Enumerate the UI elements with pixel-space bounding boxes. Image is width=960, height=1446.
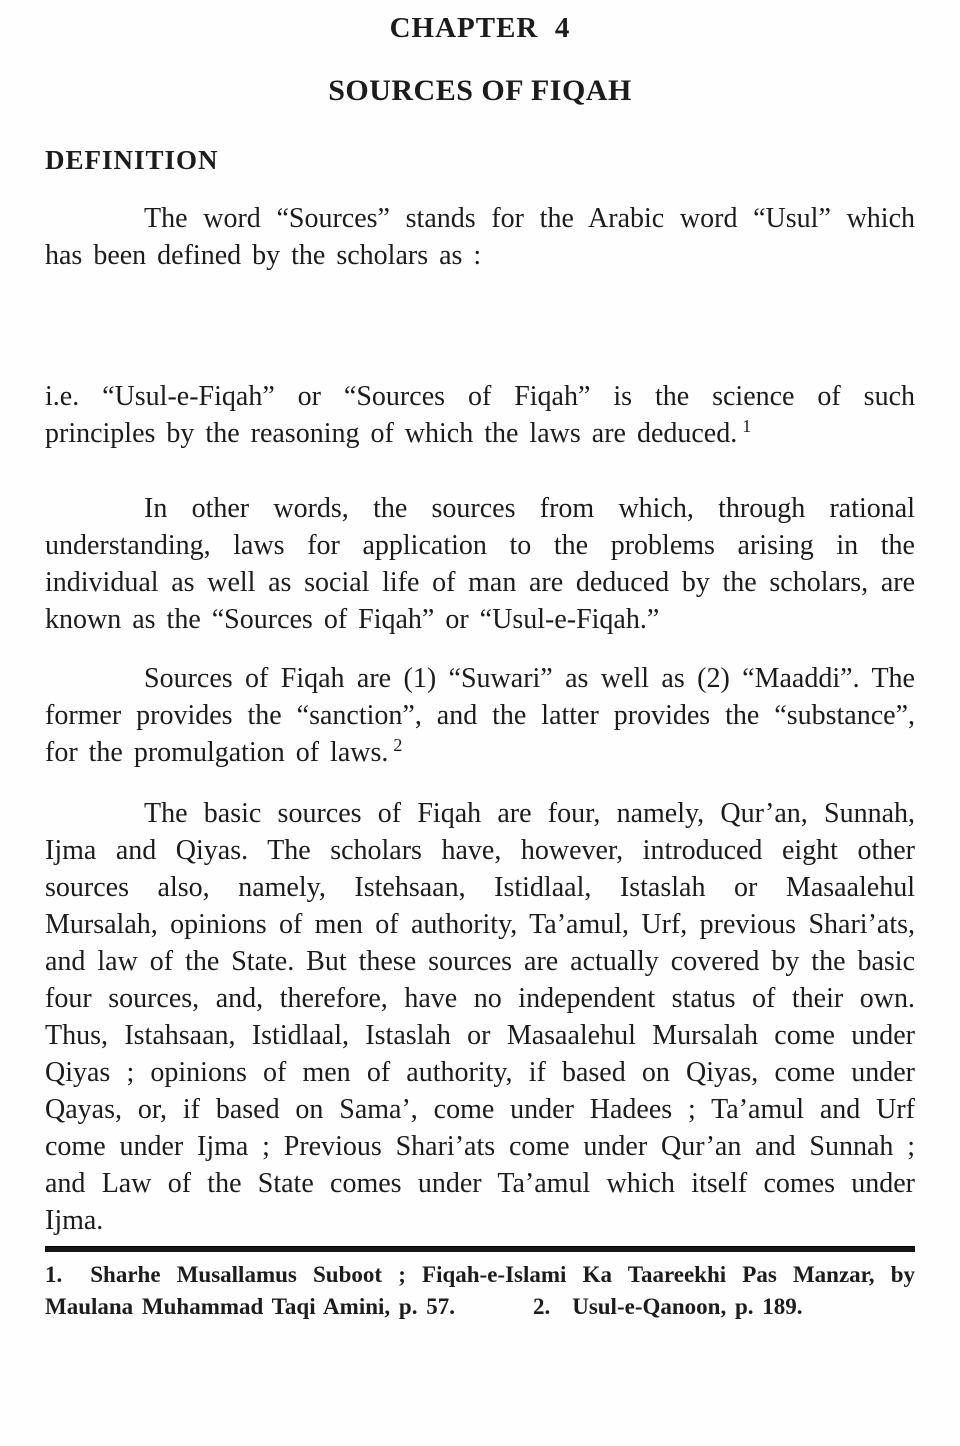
paragraph-intro-text: The word “Sources” stands for the Arabic word “Usul” which has been defined by the scholars as : (45, 203, 915, 271)
footnote-2-text: Usul-e-Qanoon, p. 189. (572, 1294, 803, 1319)
paragraph-suwari-maaddi-text: Sources of Fiqah are (1) “Suwari” as well as (2) “Maaddi”. The former provides the “sanction”, and the latter provides the “substance”, for the promulgation of laws. (45, 663, 915, 768)
paragraph-basic-sources (45, 795, 915, 1239)
paragraph-ie-definition-text: i.e. “Usul-e-Fiqah” or “Sources of Fiqah” is the science of such principles by the reasoning of which the laws are deduced. (45, 381, 915, 449)
footnote-ref-1: 1 (742, 416, 752, 436)
footnote-ref-2: 2 (393, 735, 403, 755)
paragraph-ie-definition (45, 378, 915, 452)
paragraph-in-other-words (45, 490, 915, 638)
footnote-2-marker: 2. (532, 1294, 551, 1319)
blank-quotation-space (45, 274, 915, 378)
chapter-title: CHAPTER 4 (389, 12, 571, 44)
paragraph-in-other-words-text: In other words, the sources from which, through rational understanding, laws for application to the problems arising in the individual as well as social life of man are deduced by the scholars, are known as the “Sources of Fiqah” or “Usul-e-Fiqah.” (45, 493, 915, 635)
footnote-divider (45, 1246, 915, 1252)
footnotes (45, 1259, 915, 1323)
footnote-1-text: Sharhe Musallamus Suboot ; Fiqah-e-Islami Ka Taareekhi Pas Manzar, by Maulana Muhammad Taqi Amini, p. 57. (45, 1262, 915, 1319)
paragraph-basic-sources-text: The basic sources of Fiqah are four, namely, Qur’an, Sunnah, Ijma and Qiyas. The scholars have, however, introduced eight other sources also, namely, Istehsaan, Istidlaal, Istaslah or Masaalehul Mursalah, opinions of men of authority, Ta’amul, Urf, previous Shari’ats, and law of the State. But these sources are actually covered by the basic four sources, and, therefore, have no independent status of their own. Thus, Istahsaan, Istidlaal, Istaslah or Masaalehul Mursalah come under Qiyas ; opinions of men of authority, if based on Qiyas, come under Qayas, or, if based on Sama’, come under Hadees ; Ta’amul and Urf come under Ijma ; Previous Shari’ats come under Qur’an and Sunnah ; and Law of the State comes under Ta’amul which itself comes under Ijma. (45, 798, 915, 1236)
definition-heading: DEFINITION (45, 145, 219, 175)
page-title: SOURCES OF FIQAH (328, 74, 632, 107)
paragraph-suwari-maaddi (45, 660, 915, 771)
paragraph-intro (45, 200, 915, 274)
footnote-1-marker: 1. (45, 1262, 63, 1287)
